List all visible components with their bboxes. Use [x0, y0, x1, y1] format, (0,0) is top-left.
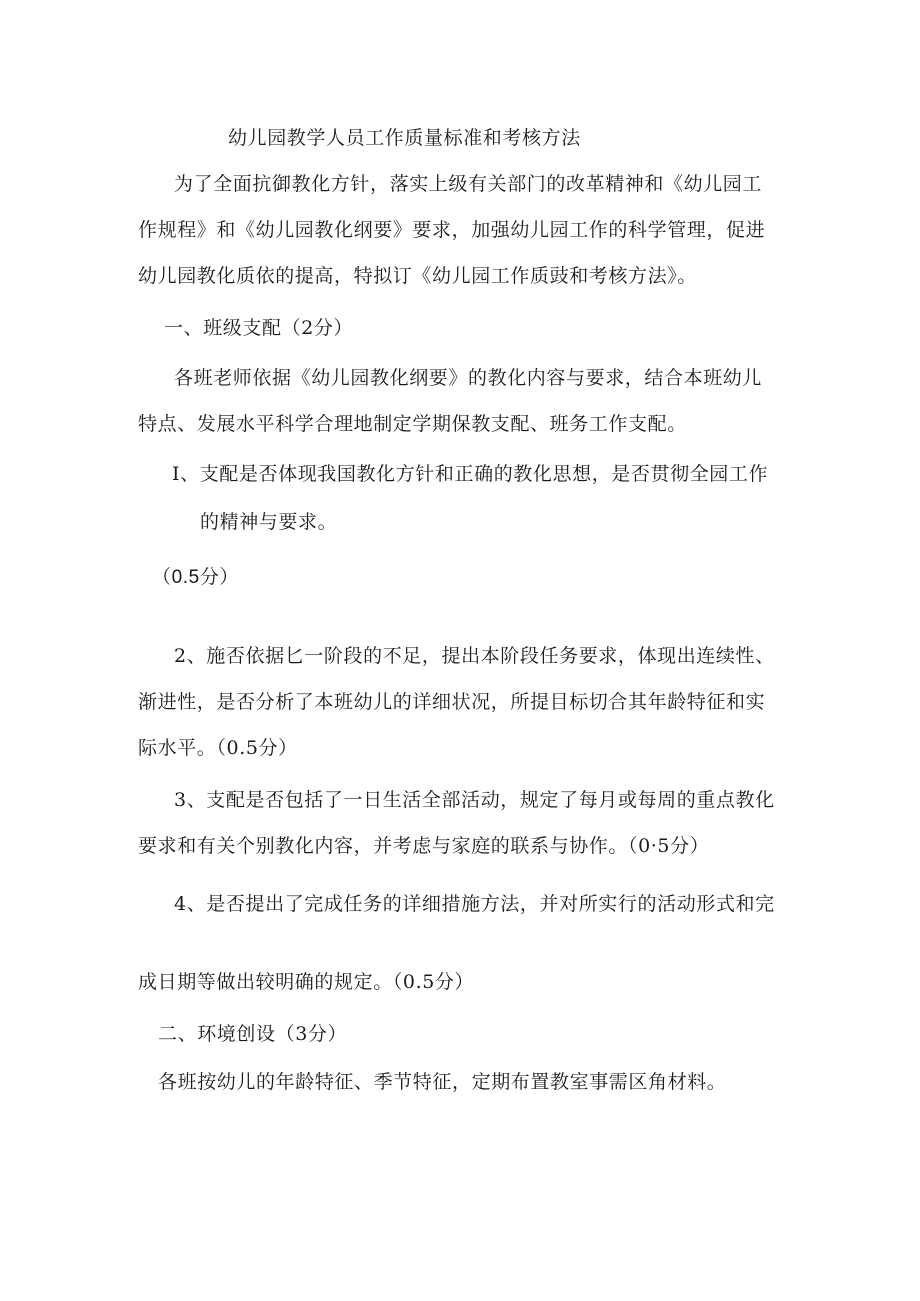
item-2-line-1: 2、施否依据匕一阶段的不足，提出本阶段任务要求，体现出连续性、 [174, 645, 775, 667]
section-2-heading: 二、环境创设（3分） [158, 1023, 348, 1045]
section-1-heading: 一、班级支配（2分） [164, 317, 354, 339]
item-1-line-1: I、支配是否体现我国教化方针和正确的教化思想，是否贯彻全园工作 [172, 463, 769, 485]
item-2-line-2: 渐进性，是否分析了本班幼儿的详细状况，所提目标切合其年龄特征和实 [138, 691, 766, 713]
section-1-desc-line-1: 各班老师依据《幼儿园教化纲要》的教化内容与要求，结合本班幼儿 [174, 367, 763, 389]
section-1-desc-line-2: 特点、发展水平科学合理地制定学期保教支配、班务工作支配。 [138, 413, 687, 435]
item-4-line-2: 成日期等做出较明确的规定。（0.5分） [138, 971, 475, 993]
item-3-line-1: 3、支配是否包括了一日生活全部活动，规定了每月或每周的重点教化 [174, 789, 775, 811]
item-1-score: （0.5分） [152, 567, 240, 588]
item-2-line-3: 际水平。（0.5分） [138, 737, 298, 759]
item-4-line-1: 4、是否提出了完成任务的详细措施方法，并对所实行的活动形式和完 [174, 893, 775, 915]
item-3-line-2: 要求和有关个别教化内容，并考虑与家庭的联系与协作。（0·5分） [138, 835, 710, 857]
section-2-desc-line-1: 各班按幼儿的年龄特征、季节特征，定期布置教室事需区角材料。 [158, 1071, 727, 1093]
intro-line-1: 为了全面抗御教化方针，落实上级有关部门的改革精神和《幼儿园工 [174, 173, 763, 195]
intro-line-3: 幼儿园教化质依的提高，特拟订《幼儿园工作质豉和考核方法》。 [138, 265, 697, 287]
document-title: 幼儿园教学人员工作质量标准和考核方法 [228, 127, 581, 149]
item-1-line-2: 的精神与要求。 [200, 511, 338, 533]
intro-line-2: 作规程》和《幼儿园教化纲要》要求，加强幼儿园工作的科学管理，促进 [138, 219, 766, 241]
